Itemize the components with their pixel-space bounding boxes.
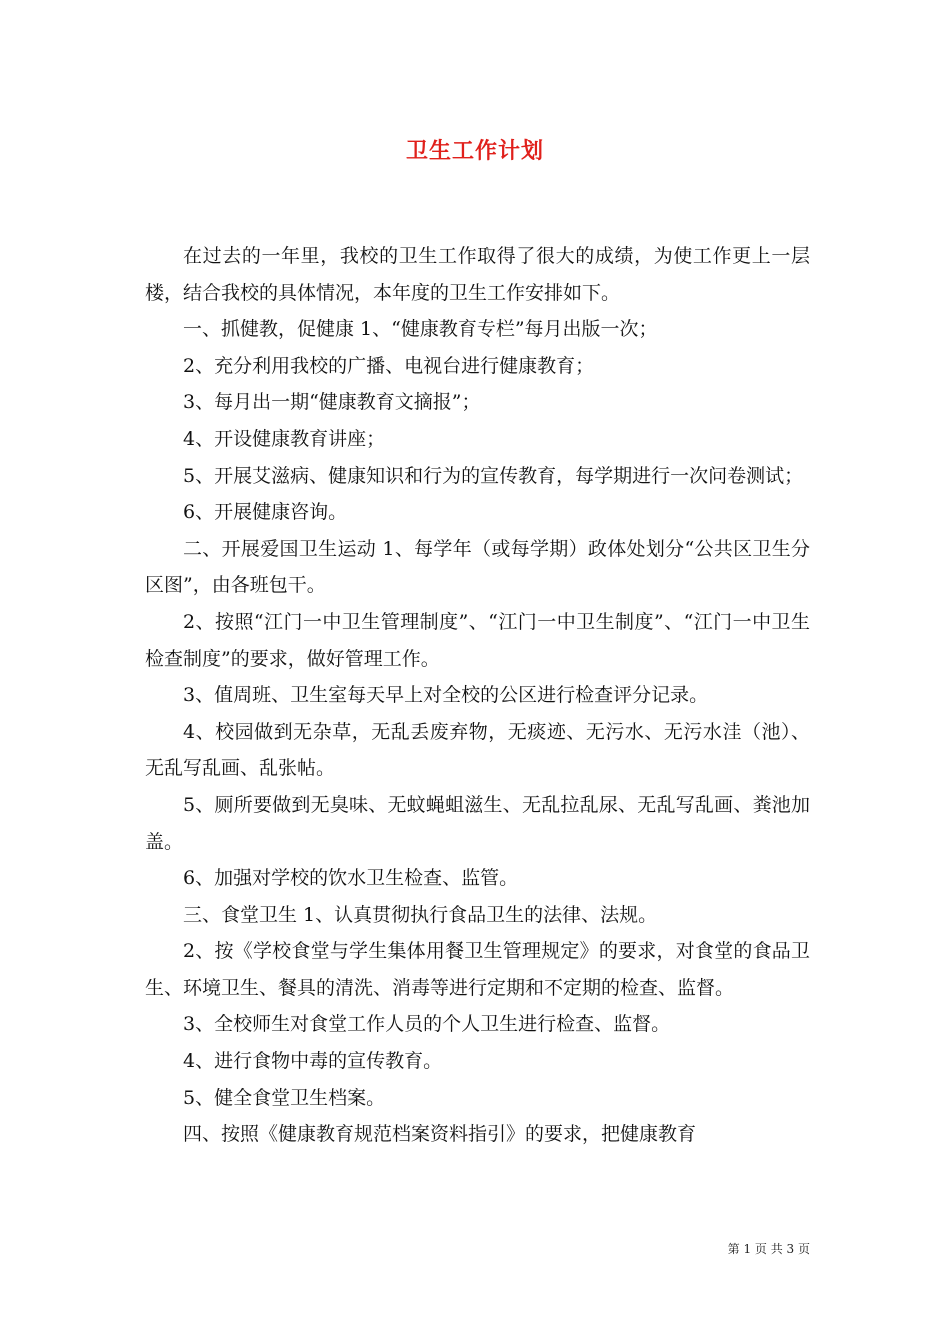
- paragraph: 4、校园做到无杂草，无乱丢废弃物，无痰迹、无污水、无污水洼（池）、无乱写乱画、乱张帖。: [145, 720, 810, 780]
- page-number: 第 1 页 共 3 页: [727, 1242, 810, 1256]
- paragraph: 2、充分利用我校的广播、电视台进行健康教育；: [183, 354, 595, 377]
- paragraph: 5、开展艾滋病、健康知识和行为的宣传教育，每学期进行一次问卷测试；: [183, 464, 804, 487]
- paragraph: 2、按照“江门一中卫生管理制度”、“江门一中卫生制度”、“江门一中卫生检查制度”的要求，做好管理工作。: [145, 610, 810, 670]
- paragraph: 4、开设健康教育讲座；: [183, 427, 386, 450]
- paragraph: 在过去的一年里，我校的卫生工作取得了很大的成绩，为使工作更上一层楼，结合我校的具体情况，本年度的卫生工作安排如下。: [145, 245, 810, 304]
- paragraph: 一、抓健教，促健康 1、“健康教育专栏”每月出版一次；: [183, 318, 658, 341]
- paragraph: 3、每月出一期“健康教育文摘报”；: [183, 391, 481, 414]
- paragraph: 三、食堂卫生 1、认真贯彻执行食品卫生的法律、法规。: [183, 903, 658, 926]
- paragraph: 3、全校师生对食堂工作人员的个人卫生进行检查、监督。: [183, 1013, 671, 1036]
- paragraph: 5、厕所要做到无臭味、无蚊蝇蛆滋生、无乱拉乱尿、无乱写乱画、粪池加盖。: [145, 793, 810, 853]
- paragraph: 3、值周班、卫生室每天早上对全校的公区进行检查评分记录。: [183, 684, 709, 707]
- paragraph: 二、开展爱国卫生运动 1、每学年（或每学期）政体处划分“公共区卫生分区图”，由各班包干。: [145, 537, 810, 597]
- paragraph: 6、开展健康咨询。: [183, 501, 348, 524]
- paragraph: 6、加强对学校的饮水卫生检查、监管。: [183, 867, 519, 890]
- paragraph: 2、按《学校食堂与学生集体用餐卫生管理规定》的要求，对食堂的食品卫生、环境卫生、餐具的清洗、消毒等进行定期和不定期的检查、监督。: [145, 940, 810, 999]
- paragraph: 四、按照《健康教育规范档案资料指引》的要求，把健康教育: [183, 1123, 697, 1146]
- paragraph: 4、进行食物中毒的宣传教育。: [183, 1050, 443, 1073]
- paragraph: 5、健全食堂卫生档案。: [183, 1086, 386, 1109]
- page-title: 卫生工作计划: [405, 138, 544, 164]
- document-body: [145, 238, 810, 1153]
